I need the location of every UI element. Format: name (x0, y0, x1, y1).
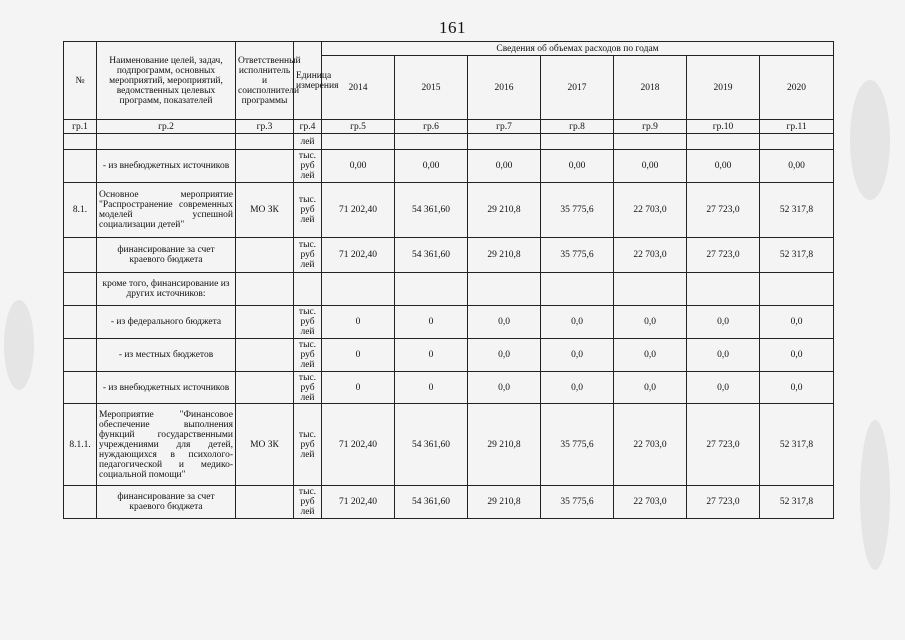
row-name: финансирование за счет краевого бюджета (97, 486, 236, 519)
row-value: 0,0 (541, 372, 614, 404)
row-value: 54 361,60 (395, 238, 468, 273)
scan-artifact (4, 300, 34, 390)
row-value: 0,0 (614, 372, 687, 404)
row-value: 22 703,0 (614, 238, 687, 273)
row-value: 29 210,8 (468, 486, 541, 519)
row-value: 0,0 (760, 339, 834, 372)
row-value: 0,0 (468, 339, 541, 372)
row-unit: тыс. руб лей (294, 183, 322, 238)
table-row (64, 273, 834, 306)
row-responsible (236, 372, 294, 404)
row-value (687, 134, 760, 150)
header-year: 2020 (760, 56, 834, 120)
row-responsible: МО ЗК (236, 404, 294, 486)
row-unit: тыс. руб лей (294, 238, 322, 273)
row-value: 22 703,0 (614, 404, 687, 486)
table-row (64, 486, 834, 519)
row-num (64, 150, 97, 183)
row-value (395, 134, 468, 150)
row-value: 27 723,0 (687, 183, 760, 238)
row-value: 0,00 (395, 150, 468, 183)
table-row (64, 183, 834, 238)
expenses-table (63, 41, 834, 519)
row-value (322, 134, 395, 150)
row-responsible (236, 134, 294, 150)
row-value: 27 723,0 (687, 238, 760, 273)
table-row (64, 238, 834, 273)
row-responsible: МО ЗК (236, 183, 294, 238)
row-value (468, 134, 541, 150)
row-value: 0,00 (760, 150, 834, 183)
row-value: 52 317,8 (760, 404, 834, 486)
row-value: 35 775,6 (541, 404, 614, 486)
row-value (760, 273, 834, 306)
header-year: 2018 (614, 56, 687, 120)
row-value: 0 (322, 339, 395, 372)
row-value: 22 703,0 (614, 486, 687, 519)
page-number: 161 (439, 18, 466, 37)
row-name: - из внебюджетных источников (97, 150, 236, 183)
row-responsible (236, 238, 294, 273)
row-value: 0,00 (541, 150, 614, 183)
row-name: - из федерального бюджета (97, 306, 236, 339)
row-value: 0 (322, 306, 395, 339)
table-row (64, 339, 834, 372)
table-row (64, 404, 834, 486)
row-value (687, 273, 760, 306)
table-row (64, 134, 834, 150)
row-num (64, 273, 97, 306)
header-year: 2015 (395, 56, 468, 120)
row-value: 27 723,0 (687, 486, 760, 519)
row-value (395, 273, 468, 306)
row-value: 0,0 (468, 306, 541, 339)
group-row (64, 120, 834, 134)
row-unit: тыс. руб лей (294, 372, 322, 404)
row-name: Мероприятие "Финансовое обеспечение выполнения функций государственными учреждениями для детей, нуждающихся в психолого-педагогической и медико-социальной помощи" (97, 404, 236, 486)
header-year: 2017 (541, 56, 614, 120)
row-num (64, 339, 97, 372)
header-num: № (64, 42, 97, 120)
group-label: гр.6 (395, 120, 468, 134)
row-value: 0 (395, 339, 468, 372)
row-value: 52 317,8 (760, 183, 834, 238)
row-value: 0,0 (687, 339, 760, 372)
row-value: 22 703,0 (614, 183, 687, 238)
row-value: 29 210,8 (468, 238, 541, 273)
header-year: 2014 (322, 56, 395, 120)
header-year: 2019 (687, 56, 760, 120)
header-expenses: Сведения об объемах расходов по годам (322, 42, 834, 56)
group-label: гр.4 (294, 120, 322, 134)
row-value: 0,0 (687, 372, 760, 404)
row-name: - из местных бюджетов (97, 339, 236, 372)
row-value: 0,00 (687, 150, 760, 183)
row-responsible (236, 339, 294, 372)
header-row (64, 42, 834, 56)
row-value: 0,0 (760, 306, 834, 339)
row-num (64, 134, 97, 150)
scan-artifact (850, 80, 890, 200)
group-label: гр.11 (760, 120, 834, 134)
row-value: 0,0 (760, 372, 834, 404)
row-value: 71 202,40 (322, 183, 395, 238)
row-value: 71 202,40 (322, 404, 395, 486)
row-value: 0,0 (541, 306, 614, 339)
row-value (614, 273, 687, 306)
row-unit: тыс. руб лей (294, 339, 322, 372)
group-label: гр.9 (614, 120, 687, 134)
row-value: 0 (395, 306, 468, 339)
row-value (468, 273, 541, 306)
row-value: 0,00 (614, 150, 687, 183)
table-row (64, 372, 834, 404)
row-num (64, 238, 97, 273)
row-num (64, 486, 97, 519)
row-name (97, 134, 236, 150)
row-value: 35 775,6 (541, 238, 614, 273)
row-value: 54 361,60 (395, 404, 468, 486)
table-row (64, 150, 834, 183)
group-label: гр.3 (236, 120, 294, 134)
row-value: 54 361,60 (395, 486, 468, 519)
row-unit (294, 273, 322, 306)
row-unit: тыс. руб лей (294, 404, 322, 486)
row-value: 0,0 (687, 306, 760, 339)
row-value: 0,0 (614, 306, 687, 339)
table-body (64, 42, 834, 519)
row-unit: тыс. руб лей (294, 486, 322, 519)
row-value: 35 775,6 (541, 183, 614, 238)
row-name: Основное мероприятие "Распространение современных моделей успешной социализации детей" (97, 183, 236, 238)
group-label: гр.5 (322, 120, 395, 134)
row-name: кроме того, финансирование из других источников: (97, 273, 236, 306)
row-responsible (236, 150, 294, 183)
group-label: гр.8 (541, 120, 614, 134)
row-unit: тыс. руб лей (294, 306, 322, 339)
row-value: 0,00 (322, 150, 395, 183)
row-unit: лей (294, 134, 322, 150)
row-value (541, 273, 614, 306)
header-year: 2016 (468, 56, 541, 120)
scan-artifact (860, 420, 890, 570)
header-name: Наименование целей, задач, подпрограмм, основных мероприятий, мероприятий, ведомственных целевых программ, показателей (97, 42, 236, 120)
row-name: финансирование за счет краевого бюджета (97, 238, 236, 273)
table-row (64, 306, 834, 339)
row-value (541, 134, 614, 150)
row-value: 0,0 (468, 372, 541, 404)
header-unit: Единица измерения (294, 42, 322, 120)
row-num (64, 306, 97, 339)
row-num: 8.1. (64, 183, 97, 238)
row-num (64, 372, 97, 404)
row-num: 8.1.1. (64, 404, 97, 486)
row-value: 29 210,8 (468, 404, 541, 486)
row-value: 71 202,40 (322, 238, 395, 273)
row-value: 52 317,8 (760, 486, 834, 519)
row-value: 0 (322, 372, 395, 404)
row-name: - из внебюджетных источников (97, 372, 236, 404)
row-value (760, 134, 834, 150)
group-label: гр.1 (64, 120, 97, 134)
row-unit: тыс. руб лей (294, 150, 322, 183)
row-value: 29 210,8 (468, 183, 541, 238)
row-value (322, 273, 395, 306)
group-label: гр.2 (97, 120, 236, 134)
row-value: 35 775,6 (541, 486, 614, 519)
row-value: 27 723,0 (687, 404, 760, 486)
row-value: 71 202,40 (322, 486, 395, 519)
row-value: 0 (395, 372, 468, 404)
row-value (614, 134, 687, 150)
group-label: гр.7 (468, 120, 541, 134)
group-label: гр.10 (687, 120, 760, 134)
row-value: 0,00 (468, 150, 541, 183)
row-responsible (236, 306, 294, 339)
row-responsible (236, 486, 294, 519)
row-value: 52 317,8 (760, 238, 834, 273)
row-value: 0,0 (541, 339, 614, 372)
header-responsible: Ответственный исполнитель и соисполнители программы (236, 42, 294, 120)
row-value: 0,0 (614, 339, 687, 372)
row-value: 54 361,60 (395, 183, 468, 238)
row-responsible (236, 273, 294, 306)
